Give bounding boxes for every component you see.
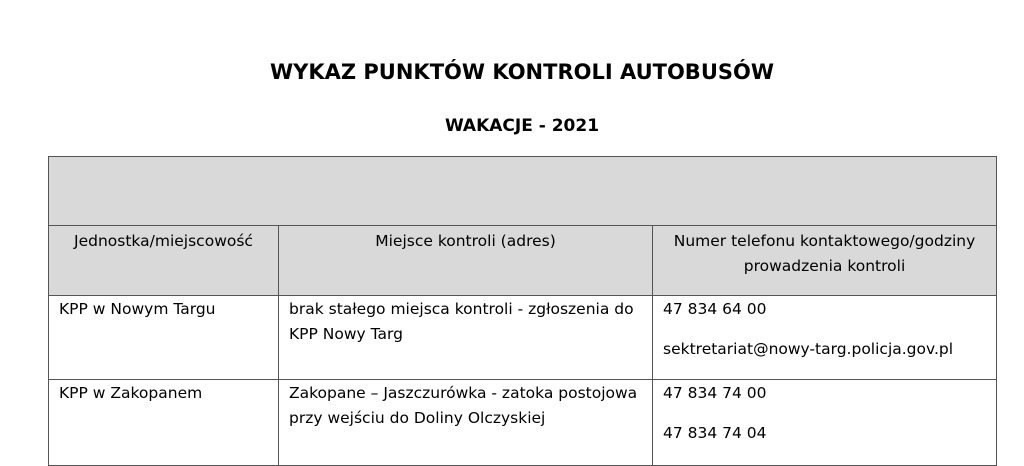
header-unit: Jednostka/miejscowość	[49, 226, 279, 296]
document-title: WYKAZ PUNKTÓW KONTROLI AUTOBUSÓW	[269, 60, 775, 84]
location-text: Zakopane – Jaszczurówka - zatoka postojowa przy wejściu do Doliny Olczyskiej	[289, 384, 638, 427]
blank-header-cell	[49, 157, 997, 226]
phone-number: 47 834 64 00	[663, 300, 767, 318]
location-cell	[279, 296, 653, 380]
phone-number: 47 834 74 00	[663, 384, 767, 402]
contact-cell	[653, 296, 997, 380]
unit-name: KPP w Zakopanem	[59, 384, 203, 402]
table-row	[49, 380, 997, 466]
contact-cell	[653, 380, 997, 466]
table-row	[49, 296, 997, 380]
unit-cell	[49, 296, 279, 380]
header-location: Miejsce kontroli (adres)	[279, 226, 653, 296]
document-subtitle: WAKACJE - 2021	[444, 116, 600, 136]
control-points-table	[48, 156, 997, 466]
unit-name: KPP w Nowym Targu	[59, 300, 216, 318]
phone-number-secondary: 47 834 74 04	[663, 424, 767, 442]
table-blank-header-row	[49, 157, 997, 226]
table-column-headers	[49, 226, 997, 296]
location-cell	[279, 380, 653, 466]
header-contact: Numer telefonu kontaktowego/godziny prowadzenia kontroli	[653, 226, 997, 296]
email-address: sektretariat@nowy-targ.policja.gov.pl	[663, 340, 954, 358]
unit-cell	[49, 380, 279, 466]
location-text: brak stałego miejsca kontroli - zgłoszenia do KPP Nowy Targ	[289, 300, 634, 343]
